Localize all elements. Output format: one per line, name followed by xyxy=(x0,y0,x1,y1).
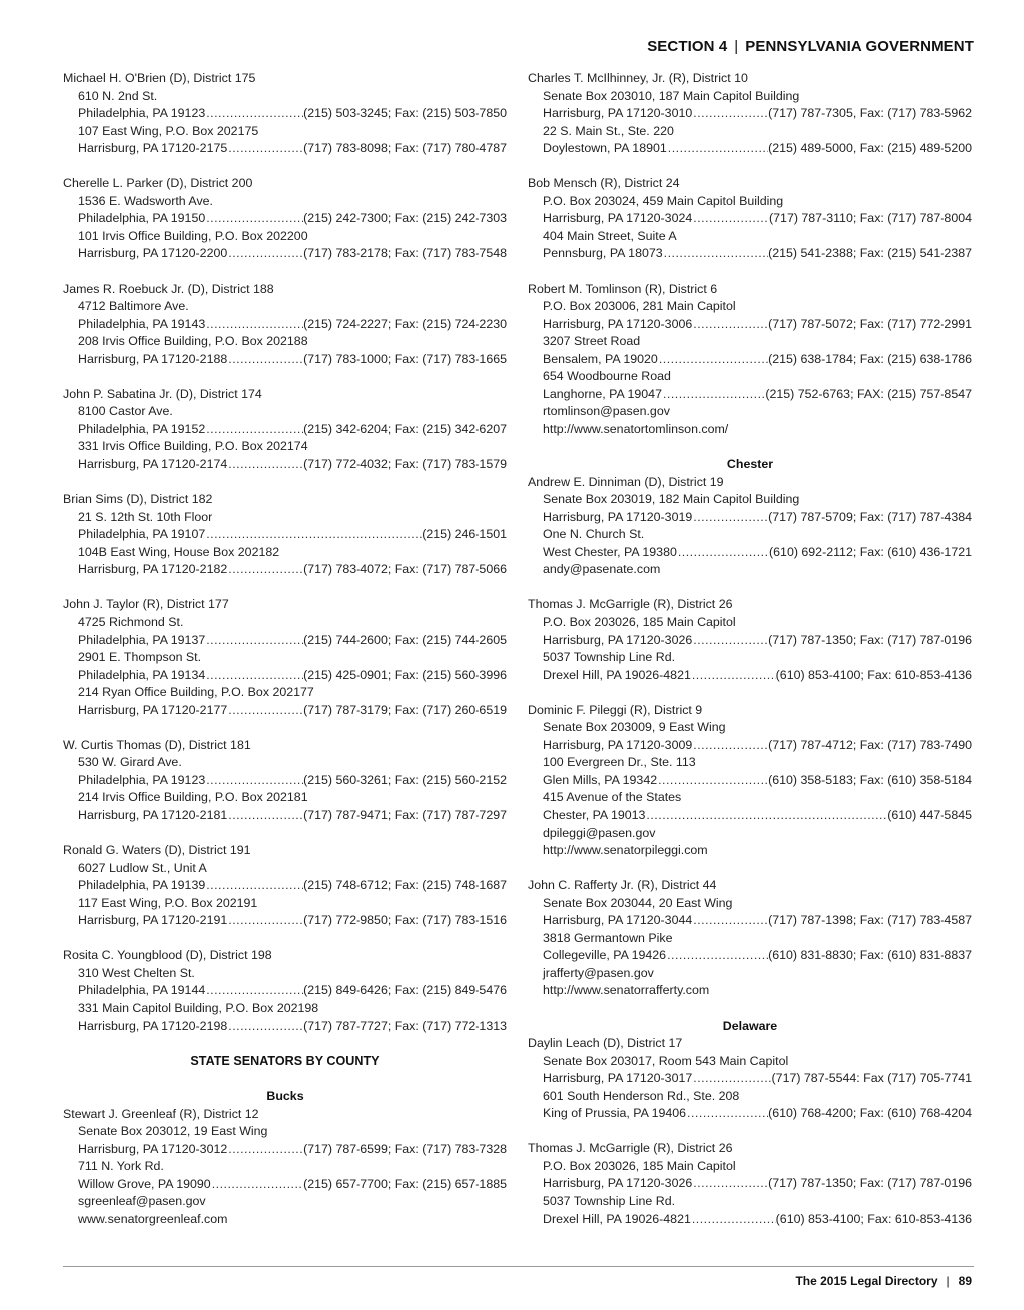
address-city: Harrisburg, PA 17120-3044 xyxy=(543,913,693,928)
publication-title: The 2015 Legal Directory xyxy=(795,1274,938,1288)
address-city: Harrisburg, PA 17120-2188 xyxy=(78,351,228,366)
address-city: Glen Mills, PA 19342 xyxy=(543,772,658,787)
contact-line xyxy=(63,982,507,1000)
email: jrafferty@pasen.gov xyxy=(543,965,654,980)
phone-fax: (610) 447-5845 xyxy=(887,807,972,822)
address-line: P.O. Box 203006, 281 Main Capitol xyxy=(543,299,736,314)
contact-line xyxy=(528,807,972,825)
address-city: Harrisburg, PA 17120-3012 xyxy=(78,1141,228,1156)
directory-entry xyxy=(528,596,972,684)
dot-leader xyxy=(205,667,303,685)
phone-fax: (215) 752-6763; FAX: (215) 757-8547 xyxy=(765,386,972,401)
address-line: 214 Ryan Office Building, P.O. Box 202177 xyxy=(78,685,314,700)
address-city: Harrisburg, PA 17120-3010 xyxy=(543,106,693,121)
directory-entry xyxy=(528,281,972,439)
contact-line xyxy=(528,947,972,965)
address-city: Harrisburg, PA 17120-3026 xyxy=(543,1176,693,1191)
dot-leader xyxy=(211,1176,303,1194)
directory-entry xyxy=(528,474,972,579)
dot-leader xyxy=(205,526,422,544)
address-line: 3207 Street Road xyxy=(543,334,641,349)
dot-leader xyxy=(227,702,303,720)
section-title: PENNSYLVANIA GOVERNMENT xyxy=(745,38,974,55)
dot-leader xyxy=(692,105,768,123)
dot-leader xyxy=(227,351,303,369)
address-line: P.O. Box 203026, 185 Main Capitol xyxy=(543,614,736,629)
directory-entry xyxy=(528,702,972,860)
phone-fax: (717) 787-5544: Fax (717) 705-7741 xyxy=(771,1071,972,1086)
phone-fax: (717) 787-5072; Fax: (717) 772-2991 xyxy=(768,316,972,331)
address-line: 100 Evergreen Dr., Ste. 113 xyxy=(543,755,696,770)
official-name: Ronald G. Waters (D), District 191 xyxy=(63,843,251,858)
dot-leader xyxy=(666,947,768,965)
directory-entry xyxy=(63,1106,507,1229)
address-city: Bensalem, PA 19020 xyxy=(543,351,658,366)
address-line: Senate Box 203012, 19 East Wing xyxy=(78,1124,268,1139)
contact-line xyxy=(63,632,507,650)
dot-leader xyxy=(205,982,303,1000)
address-line: 107 East Wing, P.O. Box 202175 xyxy=(78,123,259,138)
contact-line xyxy=(63,667,507,685)
phone-fax: (215) 638-1784; Fax: (215) 638-1786 xyxy=(768,351,972,366)
contact-line xyxy=(63,316,507,334)
address-line: 711 N. York Rd. xyxy=(78,1159,164,1174)
contact-line xyxy=(63,105,507,123)
address-line: One N. Church St. xyxy=(543,527,645,542)
contact-line xyxy=(528,667,972,685)
official-name: James R. Roebuck Jr. (D), District 188 xyxy=(63,281,274,296)
directory-entry xyxy=(63,842,507,930)
official-name: Dominic F. Pileggi (R), District 9 xyxy=(528,702,703,717)
email: rtomlinson@pasen.gov xyxy=(543,404,670,419)
dot-leader xyxy=(227,912,303,930)
directory-entry xyxy=(528,175,972,263)
phone-fax: (717) 787-4712; Fax: (717) 783-7490 xyxy=(768,737,972,752)
address-city: Harrisburg, PA 17120-3006 xyxy=(543,316,693,331)
dot-leader xyxy=(205,632,303,650)
address-line: 4725 Richmond St. xyxy=(78,614,184,629)
phone-fax: (610) 768-4200; Fax: (610) 768-4204 xyxy=(768,1106,972,1121)
phone-fax: (717) 787-7727; Fax: (717) 772-1313 xyxy=(303,1018,507,1033)
directory-entry xyxy=(528,1035,972,1123)
contact-line xyxy=(63,561,507,579)
address-city: Philadelphia, PA 19152 xyxy=(78,421,206,436)
official-name: Cherelle L. Parker (D), District 200 xyxy=(63,176,253,191)
email: andy@pasenate.com xyxy=(543,562,661,577)
official-name: John P. Sabatina Jr. (D), District 174 xyxy=(63,386,262,401)
contact-line xyxy=(528,245,972,263)
phone-fax: (610) 358-5183; Fax: (610) 358-5184 xyxy=(768,772,972,787)
dot-leader xyxy=(692,316,768,334)
directory-entry xyxy=(63,947,507,1035)
dot-leader xyxy=(686,1105,768,1123)
address-city: Harrisburg, PA 17120-3026 xyxy=(543,632,693,647)
address-line: 2901 E. Thompson St. xyxy=(78,650,202,665)
official-name: Michael H. O'Brien (D), District 175 xyxy=(63,71,256,85)
address-city: Willow Grove, PA 19090 xyxy=(78,1176,211,1191)
directory-entry xyxy=(63,386,507,474)
address-line: 5037 Township Line Rd. xyxy=(543,1194,676,1208)
address-city: Philadelphia, PA 19107 xyxy=(78,527,206,542)
address-city: Harrisburg, PA 17120-2177 xyxy=(78,702,228,717)
address-city: Philadelphia, PA 19123 xyxy=(78,772,206,787)
contact-line xyxy=(528,544,972,562)
page-number: 89 xyxy=(958,1274,972,1288)
dot-leader xyxy=(227,1018,303,1036)
address-line: Senate Box 203019, 182 Main Capitol Building xyxy=(543,492,800,507)
contact-line xyxy=(528,351,972,369)
phone-fax: (610) 853-4100; Fax: 610-853-4136 xyxy=(775,1211,972,1226)
address-line: P.O. Box 203026, 185 Main Capitol xyxy=(543,1158,736,1173)
dot-leader xyxy=(205,877,303,895)
address-line: 1536 E. Wadsworth Ave. xyxy=(78,193,213,208)
address-city: Harrisburg, PA 17120-3017 xyxy=(543,1071,693,1086)
address-line: 21 S. 12th St. 10th Floor xyxy=(78,509,213,524)
address-city: Harrisburg, PA 17120-3009 xyxy=(543,737,693,752)
official-name: Thomas J. McGarrigle (R), District 26 xyxy=(528,1141,733,1156)
contact-line xyxy=(63,210,507,228)
address-line: 214 Irvis Office Building, P.O. Box 202181 xyxy=(78,790,308,805)
official-name: W. Curtis Thomas (D), District 181 xyxy=(63,737,251,752)
address-city: Drexel Hill, PA 19026-4821 xyxy=(543,667,691,682)
phone-fax: (717) 783-8098; Fax: (717) 780-4787 xyxy=(303,141,507,156)
dot-leader xyxy=(692,1070,771,1088)
address-city: Harrisburg, PA 17120-2182 xyxy=(78,562,228,577)
dot-leader xyxy=(692,737,768,755)
address-city: Philadelphia, PA 19137 xyxy=(78,632,206,647)
contact-line xyxy=(63,456,507,474)
dot-leader xyxy=(692,632,768,650)
dot-leader xyxy=(227,807,303,825)
dot-leader xyxy=(227,245,303,263)
website: www.senatorgreenleaf.com xyxy=(78,1212,228,1226)
address-city: Drexel Hill, PA 19026-4821 xyxy=(543,1211,691,1226)
address-city: King of Prussia, PA 19406 xyxy=(543,1106,687,1121)
dot-leader xyxy=(662,386,765,404)
official-name: Charles T. McIlhinney, Jr. (R), District 10 xyxy=(528,71,748,85)
contact-line xyxy=(63,245,507,263)
phone-fax: (215) 541-2388; Fax: (215) 541-2387 xyxy=(768,246,972,261)
dot-leader xyxy=(645,807,887,825)
email: sgreenleaf@pasen.gov xyxy=(78,1194,206,1209)
page-footer xyxy=(795,1274,972,1288)
address-city: Langhorne, PA 19047 xyxy=(543,386,662,401)
address-city: Harrisburg, PA 17120-2175 xyxy=(78,141,228,156)
phone-fax: (215) 342-6204; Fax: (215) 342-6207 xyxy=(303,421,507,436)
website: http://www.senatorpileggi.com xyxy=(543,843,708,858)
dot-leader xyxy=(227,140,303,158)
dot-leader xyxy=(692,210,769,228)
phone-fax: (717) 783-1000; Fax: (717) 783-1665 xyxy=(303,351,507,366)
address-line: 331 Irvis Office Building, P.O. Box 202174 xyxy=(78,439,308,454)
directory-entry xyxy=(528,70,972,158)
phone-fax: (215) 425-0901; Fax: (215) 560-3996 xyxy=(303,667,507,682)
dot-leader xyxy=(663,245,768,263)
contact-line xyxy=(528,1070,972,1088)
address-line: 415 Avenue of the States xyxy=(543,790,682,805)
phone-fax: (215) 560-3261; Fax: (215) 560-2152 xyxy=(303,772,507,787)
phone-fax: (215) 744-2600; Fax: (215) 744-2605 xyxy=(303,632,507,647)
contact-line xyxy=(528,105,972,123)
dot-leader xyxy=(658,351,768,369)
address-city: Harrisburg, PA 17120-2181 xyxy=(78,807,228,822)
address-city: Philadelphia, PA 19150 xyxy=(78,211,206,226)
official-name: Thomas J. McGarrigle (R), District 26 xyxy=(528,597,733,612)
phone-fax: (610) 831-8830; Fax: (610) 831-8837 xyxy=(768,948,972,963)
address-city: West Chester, PA 19380 xyxy=(543,544,677,559)
address-line: 22 S. Main St., Ste. 220 xyxy=(543,123,674,138)
dot-leader xyxy=(205,316,303,334)
contact-line xyxy=(528,737,972,755)
address-line: 3818 Germantown Pike xyxy=(543,930,673,945)
county-heading: Bucks xyxy=(266,1089,304,1104)
address-line: 310 West Chelten St. xyxy=(78,965,195,980)
dot-leader xyxy=(205,421,303,439)
phone-fax: (215) 503-3245; Fax: (215) 503-7850 xyxy=(303,106,507,121)
dot-leader xyxy=(692,509,768,527)
section-heading: STATE SENATORS BY COUNTY xyxy=(190,1053,380,1068)
dot-leader xyxy=(677,544,769,562)
directory-entry xyxy=(63,70,507,158)
contact-line xyxy=(63,772,507,790)
phone-fax: (717) 783-4072; Fax: (717) 787-5066 xyxy=(303,562,507,577)
address-line: 8100 Castor Ave. xyxy=(78,404,173,419)
left-column xyxy=(63,70,507,1246)
dot-leader xyxy=(692,912,768,930)
official-name: Andrew E. Dinniman (D), District 19 xyxy=(528,474,724,489)
address-line: Senate Box 203009, 9 East Wing xyxy=(543,720,726,735)
contact-line xyxy=(528,1211,972,1229)
website: http://www.senatortomlinson.com/ xyxy=(543,421,729,436)
address-line: 601 South Henderson Rd., Ste. 208 xyxy=(543,1088,740,1103)
contact-line xyxy=(528,316,972,334)
phone-fax: (717) 787-1350; Fax: (717) 787-0196 xyxy=(768,632,972,647)
address-city: Harrisburg, PA 17120-2191 xyxy=(78,913,228,928)
dot-leader xyxy=(205,210,303,228)
phone-fax: (215) 724-2227; Fax: (215) 724-2230 xyxy=(303,316,507,331)
phone-fax: (717) 787-7305, Fax: (717) 783-5962 xyxy=(768,106,972,121)
contact-line xyxy=(63,421,507,439)
directory-entry xyxy=(63,491,507,579)
address-line: 4712 Baltimore Ave. xyxy=(78,299,189,314)
directory-entry xyxy=(63,281,507,369)
phone-fax: (717) 787-9471; Fax: (717) 787-7297 xyxy=(303,807,507,822)
address-city: Philadelphia, PA 19134 xyxy=(78,667,206,682)
directory-entry xyxy=(528,877,972,1000)
address-city: Harrisburg, PA 17120-3019 xyxy=(543,509,693,524)
address-city: Harrisburg, PA 17120-2198 xyxy=(78,1018,228,1033)
official-name: Brian Sims (D), District 182 xyxy=(63,492,213,507)
contact-line xyxy=(63,526,507,544)
address-line: 208 Irvis Office Building, P.O. Box 202188 xyxy=(78,334,308,349)
dot-leader xyxy=(691,667,776,685)
contact-line xyxy=(63,702,507,720)
address-city: Philadelphia, PA 19139 xyxy=(78,878,206,893)
address-city: Doylestown, PA 18901 xyxy=(543,141,667,156)
contact-line xyxy=(528,912,972,930)
address-city: Harrisburg, PA 17120-3024 xyxy=(543,211,693,226)
contact-line xyxy=(63,877,507,895)
official-name: John J. Taylor (R), District 177 xyxy=(63,597,229,612)
dot-leader xyxy=(667,140,768,158)
contact-line xyxy=(63,807,507,825)
dot-leader xyxy=(205,105,303,123)
dot-leader xyxy=(692,1175,768,1193)
dot-leader xyxy=(227,1141,303,1159)
page-header xyxy=(647,38,974,55)
official-name: Robert M. Tomlinson (R), District 6 xyxy=(528,281,718,296)
official-name: Daylin Leach (D), District 17 xyxy=(528,1036,683,1051)
address-line: 117 East Wing, P.O. Box 202191 xyxy=(78,895,258,910)
address-line: 610 N. 2nd St. xyxy=(78,88,158,103)
contact-line xyxy=(63,912,507,930)
contact-line xyxy=(528,772,972,790)
phone-fax: (215) 242-7300; Fax: (215) 242-7303 xyxy=(303,211,507,226)
footer-divider xyxy=(63,1266,974,1267)
section-label: SECTION 4 xyxy=(647,38,728,55)
dot-leader xyxy=(227,456,303,474)
address-line: 654 Woodbourne Road xyxy=(543,369,671,384)
phone-fax: (215) 657-7700; Fax: (215) 657-1885 xyxy=(303,1176,507,1191)
address-city: Chester, PA 19013 xyxy=(543,807,646,822)
directory-entry xyxy=(528,1140,972,1228)
contact-line xyxy=(63,351,507,369)
phone-fax: (717) 787-3110; Fax: (717) 787-8004 xyxy=(769,211,972,226)
phone-fax: (610) 853-4100; Fax: 610-853-4136 xyxy=(775,667,972,682)
contact-line xyxy=(528,210,972,228)
contact-line xyxy=(63,1018,507,1036)
phone-fax: (717) 787-1398; Fax: (717) 783-4587 xyxy=(768,913,972,928)
address-line: 104B East Wing, House Box 202182 xyxy=(78,544,280,559)
address-line: P.O. Box 203024, 459 Main Capitol Building xyxy=(543,193,784,208)
address-line: 5037 Township Line Rd. xyxy=(543,650,676,665)
address-line: 6027 Ludlow St., Unit A xyxy=(78,860,207,875)
county-heading: Chester xyxy=(726,457,774,472)
directory-entry xyxy=(63,596,507,719)
phone-fax: (610) 692-2112; Fax: (610) 436-1721 xyxy=(769,544,972,559)
official-name: John C. Rafferty Jr. (R), District 44 xyxy=(528,878,717,893)
contact-line xyxy=(63,1141,507,1159)
footer-separator: | xyxy=(946,1274,950,1288)
website: http://www.senatorrafferty.com xyxy=(543,983,710,998)
address-city: Philadelphia, PA 19123 xyxy=(78,106,206,121)
contact-line xyxy=(528,509,972,527)
contact-line xyxy=(63,140,507,158)
dot-leader xyxy=(205,772,303,790)
dot-leader xyxy=(691,1211,776,1229)
contact-line xyxy=(63,1176,507,1194)
address-line: 101 Irvis Office Building, P.O. Box 202200 xyxy=(78,228,308,243)
contact-line xyxy=(528,386,972,404)
official-name: Bob Mensch (R), District 24 xyxy=(528,176,680,191)
phone-fax: (717) 787-1350; Fax: (717) 787-0196 xyxy=(768,1176,972,1191)
contact-line xyxy=(528,140,972,158)
phone-fax: (215) 489-5000, Fax: (215) 489-5200 xyxy=(768,141,972,156)
right-column xyxy=(528,70,972,1246)
address-line: Senate Box 203010, 187 Main Capitol Building xyxy=(543,88,800,103)
phone-fax: (215) 748-6712; Fax: (215) 748-1687 xyxy=(303,878,507,893)
address-line: 331 Main Capitol Building, P.O. Box 202198 xyxy=(78,1000,319,1015)
address-line: Senate Box 203044, 20 East Wing xyxy=(543,895,733,910)
contact-line xyxy=(528,632,972,650)
phone-fax: (717) 787-6599; Fax: (717) 783-7328 xyxy=(303,1141,507,1156)
address-city: Pennsburg, PA 18073 xyxy=(543,246,663,261)
contact-line xyxy=(528,1175,972,1193)
address-line: 530 W. Girard Ave. xyxy=(78,755,182,770)
address-line: 404 Main Street, Suite A xyxy=(543,228,677,243)
directory-entry xyxy=(63,175,507,263)
phone-fax: (717) 783-2178; Fax: (717) 783-7548 xyxy=(303,246,507,261)
address-city: Harrisburg, PA 17120-2174 xyxy=(78,457,228,472)
phone-fax: (717) 772-4032; Fax: (717) 783-1579 xyxy=(303,457,507,472)
address-line: Senate Box 203017, Room 543 Main Capitol xyxy=(543,1053,789,1068)
header-separator: | xyxy=(734,38,739,55)
official-name: Rosita C. Youngblood (D), District 198 xyxy=(63,948,272,963)
address-city: Harrisburg, PA 17120-2200 xyxy=(78,246,228,261)
contact-line xyxy=(528,1105,972,1123)
phone-fax: (215) 246-1501 xyxy=(422,527,507,542)
address-city: Collegeville, PA 19426 xyxy=(543,948,667,963)
phone-fax: (215) 849-6426; Fax: (215) 849-5476 xyxy=(303,983,507,998)
phone-fax: (717) 787-5709; Fax: (717) 787-4384 xyxy=(768,509,972,524)
phone-fax: (717) 787-3179; Fax: (717) 260-6519 xyxy=(303,702,507,717)
dot-leader xyxy=(657,772,768,790)
address-city: Philadelphia, PA 19144 xyxy=(78,983,206,998)
address-city: Philadelphia, PA 19143 xyxy=(78,316,206,331)
dot-leader xyxy=(227,561,303,579)
official-name: Stewart J. Greenleaf (R), District 12 xyxy=(63,1106,259,1121)
phone-fax: (717) 772-9850; Fax: (717) 783-1516 xyxy=(303,913,507,928)
directory-entry xyxy=(63,737,507,825)
email: dpileggi@pasen.gov xyxy=(543,825,656,840)
county-heading: Delaware xyxy=(722,1018,778,1033)
